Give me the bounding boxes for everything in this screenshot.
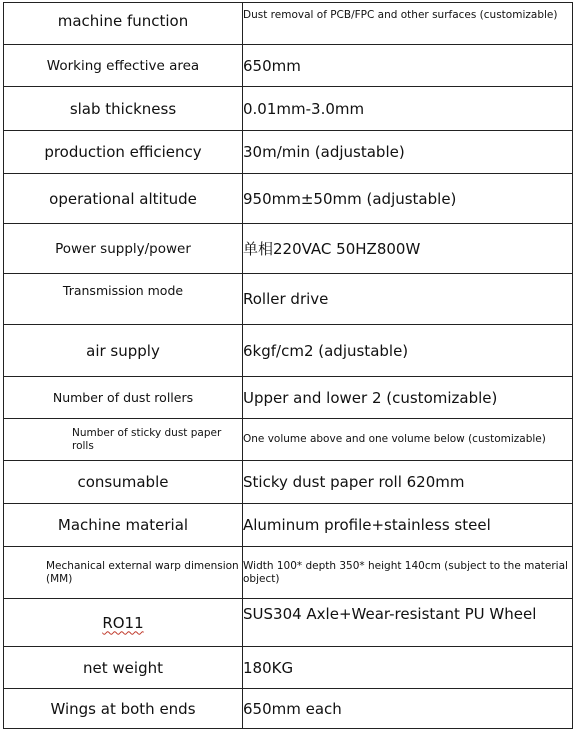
spec-label: Mechanical external warp dimension (MM) — [4, 547, 243, 599]
table-row — [4, 599, 573, 647]
spec-label: machine function — [4, 3, 243, 45]
spec-label: slab thickness — [4, 87, 243, 131]
spec-value: 950mm±50mm (adjustable) — [243, 174, 573, 224]
spec-label: consumable — [4, 461, 243, 504]
spec-label: Number of sticky dust paper rolls — [4, 419, 243, 461]
spec-label — [4, 599, 243, 647]
spec-value: Roller drive — [243, 274, 573, 325]
table-row — [4, 3, 573, 45]
table-row — [4, 689, 573, 729]
table-row — [4, 174, 573, 224]
spec-value: Width 100* depth 350* height 140cm (subject to the material object) — [243, 547, 573, 599]
spec-value: 30m/min (adjustable) — [243, 131, 573, 174]
table-row — [4, 504, 573, 547]
spec-label: Machine material — [4, 504, 243, 547]
spec-label: Power supply/power — [4, 224, 243, 274]
spec-label-text: RO11 — [102, 613, 144, 632]
spec-label: production efficiency — [4, 131, 243, 174]
spec-value: 650mm each — [243, 689, 573, 729]
spec-value: Aluminum profile+stainless steel — [243, 504, 573, 547]
spec-label: Transmission mode — [4, 274, 243, 325]
spec-value: 单相220VAC 50HZ800W — [243, 224, 573, 274]
spec-label: operational altitude — [4, 174, 243, 224]
spec-value: SUS304 Axle+Wear-resistant PU Wheel — [243, 599, 573, 647]
spec-value: 6kgf/cm2 (adjustable) — [243, 325, 573, 377]
spec-label: air supply — [4, 325, 243, 377]
spec-value: 650mm — [243, 45, 573, 87]
spec-value: Dust removal of PCB/FPC and other surfaces (customizable) — [243, 3, 573, 45]
spec-value: 0.01mm-3.0mm — [243, 87, 573, 131]
table-row — [4, 45, 573, 87]
spec-label: Wings at both ends — [4, 689, 243, 729]
table-row — [4, 224, 573, 274]
table-row — [4, 131, 573, 174]
spec-label: Number of dust rollers — [4, 377, 243, 419]
spec-value: Sticky dust paper roll 620mm — [243, 461, 573, 504]
table-row — [4, 325, 573, 377]
spec-label: net weight — [4, 647, 243, 689]
table-row — [4, 647, 573, 689]
table-row — [4, 87, 573, 131]
spec-table — [3, 2, 573, 729]
table-row — [4, 377, 573, 419]
table-row — [4, 274, 573, 325]
spec-value: 180KG — [243, 647, 573, 689]
table-row — [4, 461, 573, 504]
spec-label: Working effective area — [4, 45, 243, 87]
spec-value: Upper and lower 2 (customizable) — [243, 377, 573, 419]
table-row — [4, 547, 573, 599]
table-row — [4, 419, 573, 461]
spec-value: One volume above and one volume below (customizable) — [243, 419, 573, 461]
